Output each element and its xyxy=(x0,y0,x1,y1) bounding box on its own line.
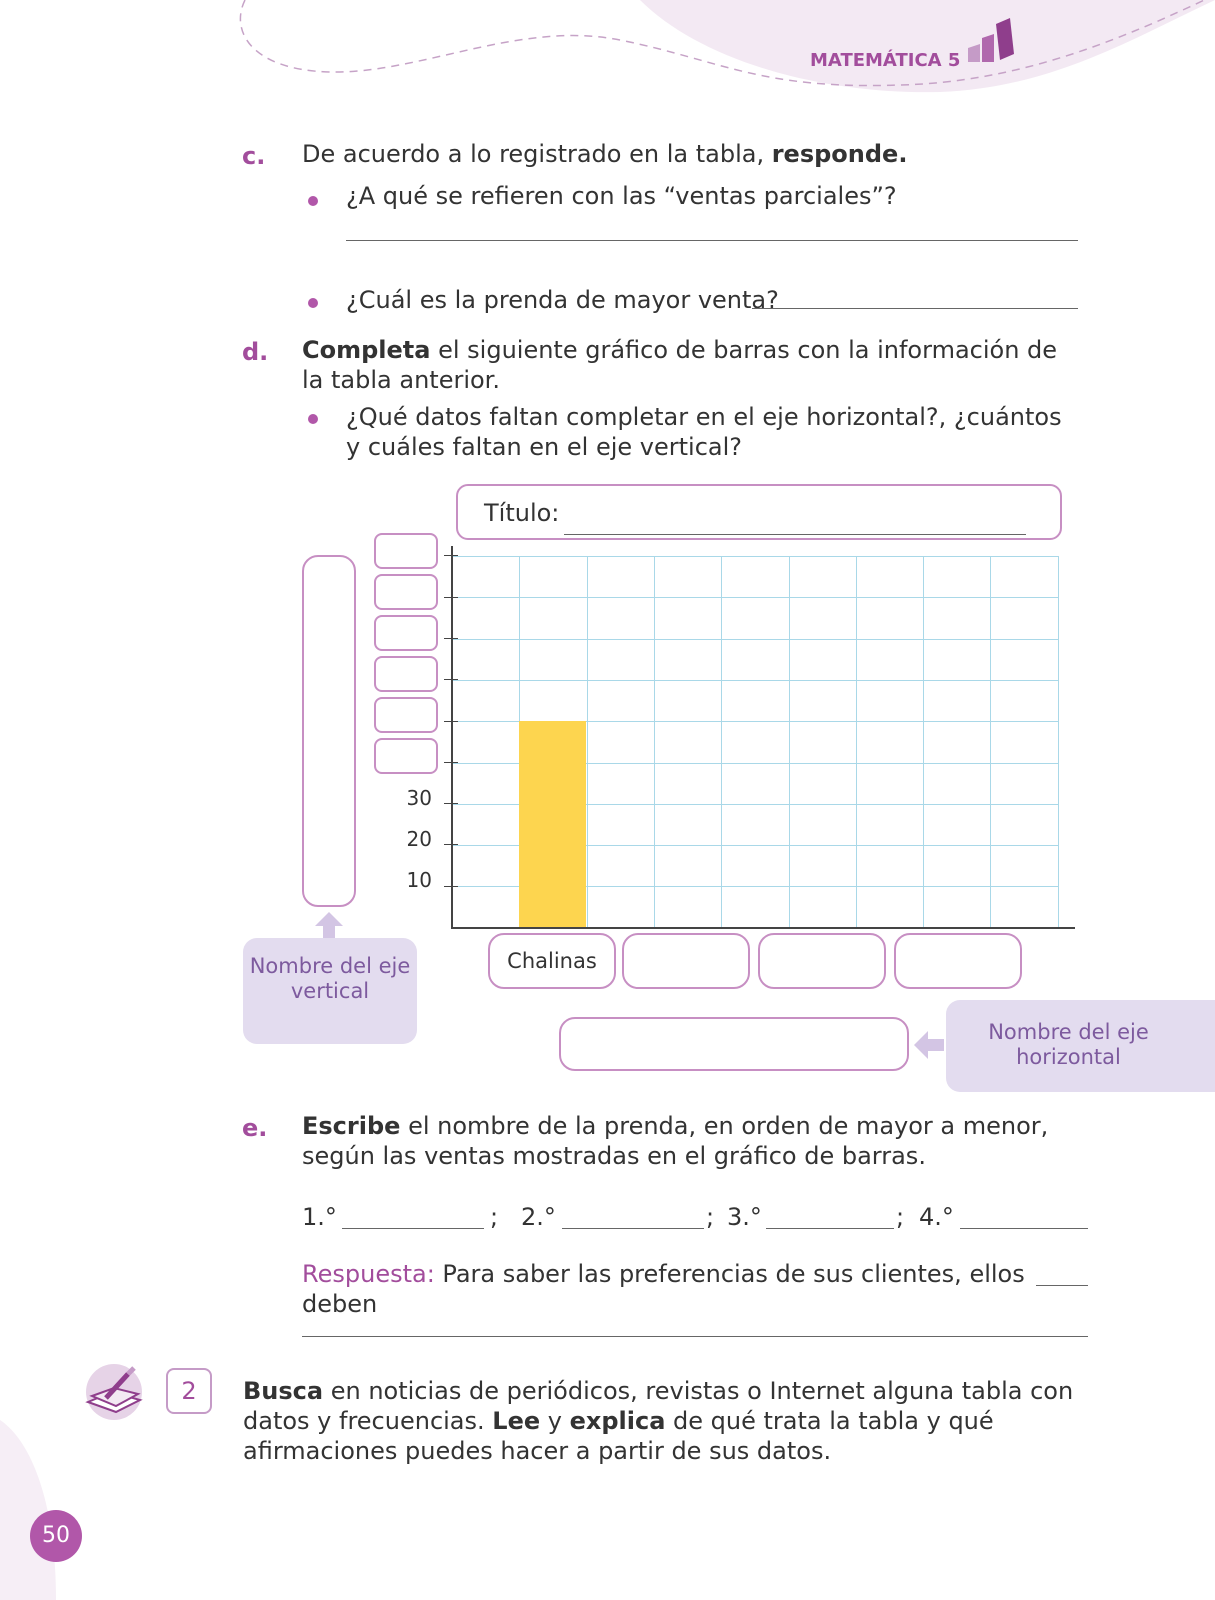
separator: ; xyxy=(706,1203,715,1231)
grid-line-vertical xyxy=(856,556,857,928)
category-box-empty[interactable] xyxy=(894,933,1022,989)
bullet xyxy=(308,414,318,424)
rank-2-label: 2.° xyxy=(521,1203,556,1231)
bar-chalinas xyxy=(519,721,586,928)
bold-word: Lee xyxy=(492,1407,541,1435)
rank-1-label: 1.° xyxy=(302,1203,337,1231)
question-ejes: ¿Qué datos faltan completar en el eje horizontal?, ¿cuántos y cuáles faltan en el eje vertical? xyxy=(346,403,1062,461)
y-tick xyxy=(444,803,458,804)
writing-activity-icon xyxy=(82,1362,146,1422)
text: en noticias de periódicos, revistas o Internet alguna tabla con datos y frecuencias. xyxy=(243,1377,1074,1435)
grid-line-vertical xyxy=(1058,556,1059,928)
category-box-chalinas: Chalinas xyxy=(488,933,616,989)
y-tick xyxy=(444,597,458,598)
y-tick xyxy=(444,886,458,887)
rank-3-label: 3.° xyxy=(727,1203,762,1231)
arrow-up-icon xyxy=(314,910,344,940)
y-value-box[interactable] xyxy=(374,574,438,610)
y-tick xyxy=(444,721,458,722)
question-ventas-parciales: ¿A qué se refieren con las “ventas parciales”? xyxy=(346,182,897,210)
answer-line[interactable] xyxy=(752,308,1078,309)
answer-label: Respuesta: xyxy=(302,1260,435,1288)
activity-2-text xyxy=(243,1376,1103,1466)
separator: ; xyxy=(896,1203,905,1231)
header-decoration xyxy=(0,0,1215,110)
y-axis xyxy=(451,546,453,929)
bold-word: explica xyxy=(569,1407,666,1435)
section-e-instruction xyxy=(302,1111,1092,1171)
section-c-instruction xyxy=(302,139,1102,169)
grid-line-vertical xyxy=(721,556,722,928)
vertical-axis-hint: Nombre del eje vertical xyxy=(243,938,417,1044)
bold-word: Busca xyxy=(243,1377,324,1405)
instruction-text: De acuerdo a lo registrado en la tabla, xyxy=(302,140,772,168)
y-tick-label-20: 20 xyxy=(406,827,432,851)
grid-line-vertical xyxy=(654,556,655,928)
y-tick xyxy=(444,638,458,639)
instruction-text: el siguiente gráfico de barras con la información de la tabla anterior. xyxy=(302,336,1058,394)
grid-line-horizontal xyxy=(452,639,1058,640)
answer-line[interactable] xyxy=(346,240,1078,241)
chart-title-line[interactable] xyxy=(564,534,1026,535)
section-e-letter: e. xyxy=(242,1114,268,1142)
arrow-left-icon xyxy=(912,1030,946,1060)
rank-2-line[interactable] xyxy=(562,1228,704,1229)
grid-line-horizontal xyxy=(452,597,1058,598)
y-tick xyxy=(444,555,458,556)
chart-title-label: Título: xyxy=(484,499,560,527)
section-c-letter: c. xyxy=(242,142,266,170)
page-number: 50 xyxy=(30,1510,82,1562)
instruction-text: el nombre de la prenda, en orden de mayor a menor, según las ventas mostradas en el gráfico de barras. xyxy=(302,1112,1049,1170)
y-value-box[interactable] xyxy=(374,656,438,692)
rank-1-line[interactable] xyxy=(342,1228,484,1229)
category-box-empty[interactable] xyxy=(758,933,886,989)
horizontal-axis-name-box[interactable] xyxy=(559,1017,909,1071)
y-value-box[interactable] xyxy=(374,615,438,651)
grid-line-horizontal xyxy=(452,680,1058,681)
section-d-instruction xyxy=(302,335,1062,395)
bullet xyxy=(308,196,318,206)
answer-line[interactable] xyxy=(1036,1285,1088,1286)
answer-text: Para saber las preferencias de sus clientes, ellos deben xyxy=(302,1260,1025,1318)
bullet xyxy=(308,298,318,308)
grid-line-vertical xyxy=(990,556,991,928)
grid-line-horizontal xyxy=(452,556,1058,557)
grid-line-vertical xyxy=(789,556,790,928)
y-value-box[interactable] xyxy=(374,738,438,774)
text: de qué trata la tabla y qué afirmaciones puedes hacer a partir de sus datos. xyxy=(243,1407,994,1465)
horizontal-axis-hint: Nombre del eje horizontal xyxy=(946,1000,1215,1092)
book-title: MATEMÁTICA 5 xyxy=(810,50,961,71)
answer-line[interactable] xyxy=(302,1336,1088,1337)
rank-4-line[interactable] xyxy=(960,1228,1088,1229)
category-box-empty[interactable] xyxy=(622,933,750,989)
text: y xyxy=(540,1407,570,1435)
activity-number-badge: 2 xyxy=(166,1368,212,1414)
rank-3-line[interactable] xyxy=(766,1228,894,1229)
rank-4-label: 4.° xyxy=(919,1203,954,1231)
section-d-letter: d. xyxy=(242,338,269,366)
answer-sentence xyxy=(302,1259,1042,1319)
y-tick-label-10: 10 xyxy=(406,868,432,892)
grid-line-vertical xyxy=(587,556,588,928)
y-value-box[interactable] xyxy=(374,533,438,569)
instruction-bold: responde. xyxy=(771,140,908,168)
chart-plot-area xyxy=(452,556,1058,928)
instruction-bold: Escribe xyxy=(302,1112,401,1140)
question-mayor-venta: ¿Cuál es la prenda de mayor venta? xyxy=(346,286,779,314)
y-tick xyxy=(444,844,458,845)
separator: ; xyxy=(490,1203,499,1231)
y-tick xyxy=(444,679,458,680)
y-value-box[interactable] xyxy=(374,697,438,733)
y-tick-label-30: 30 xyxy=(406,786,432,810)
x-axis xyxy=(451,927,1075,929)
grid-line-vertical xyxy=(923,556,924,928)
bar-chart-logo-icon xyxy=(966,14,1026,64)
y-tick xyxy=(444,762,458,763)
chart-title-box xyxy=(456,484,1062,540)
vertical-axis-name-box[interactable] xyxy=(302,555,356,907)
instruction-bold: Completa xyxy=(302,336,431,364)
